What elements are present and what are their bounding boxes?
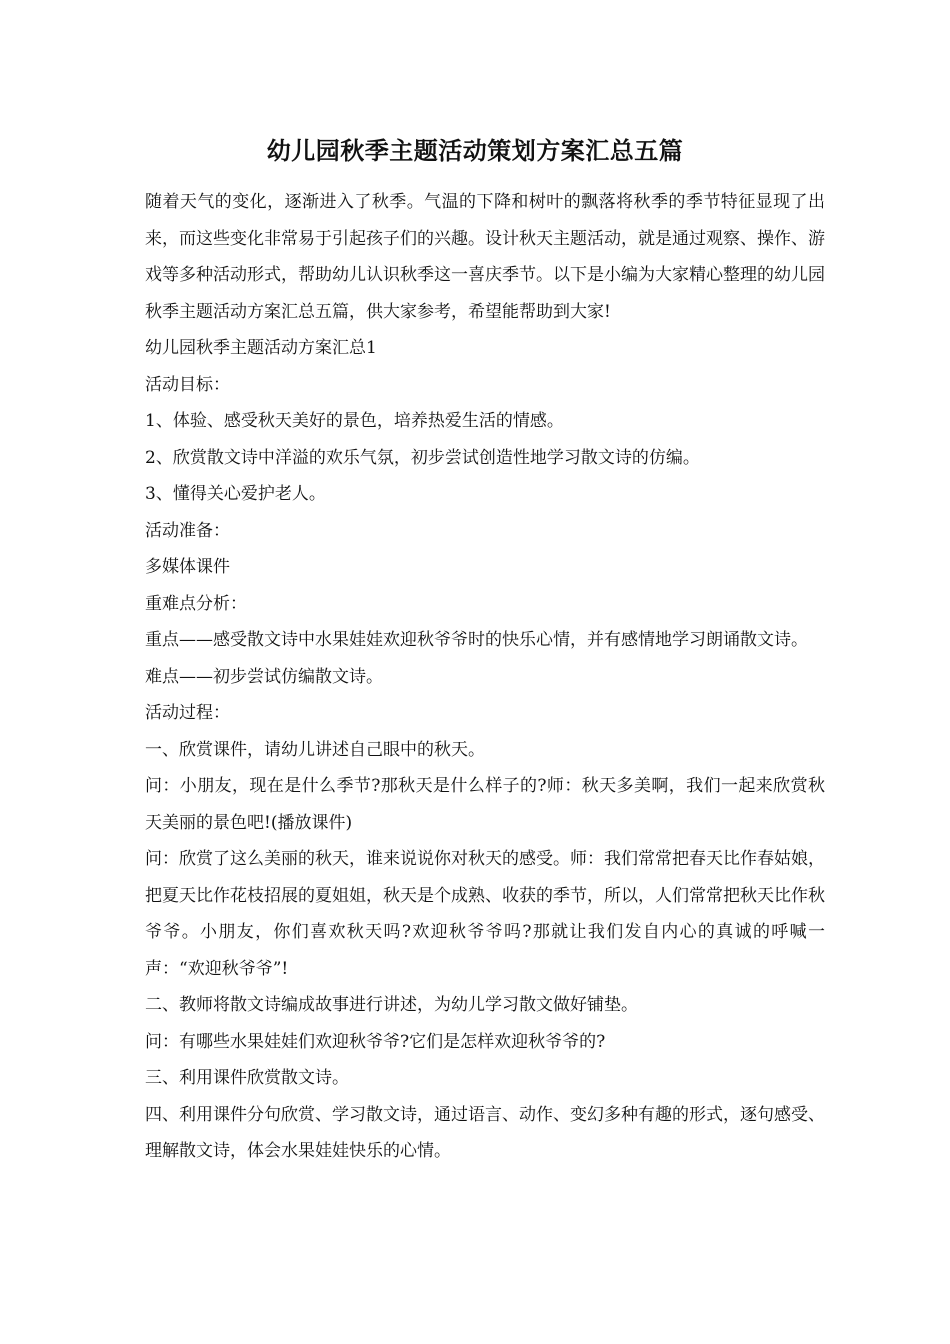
- goal-item: 3、懂得关心爱护老人。: [145, 484, 326, 504]
- document-body: [145, 184, 825, 1170]
- subheading-key-points: 重难点分析：: [145, 593, 247, 614]
- key-point-item: 难点——初步尝试仿编散文诗。: [145, 666, 383, 687]
- goal-item: 2、欣赏散文诗中洋溢的欢乐气氛，初步尝试创造性地学习散文诗的仿编。: [145, 447, 700, 468]
- process-step: 三、利用课件欣赏散文诗。: [145, 1068, 349, 1088]
- key-point-item: 重点——感受散文诗中水果娃娃欢迎秋爷爷时的快乐心情，并有感情地学习朗诵散文诗。: [145, 630, 808, 650]
- process-paragraph: 问：有哪些水果娃娃们欢迎秋爷爷?它们是怎样欢迎秋爷爷的?: [145, 1031, 606, 1052]
- subheading-process: 活动过程：: [145, 703, 230, 723]
- process-step: 二、教师将散文诗编成故事进行讲述，为幼儿学习散文做好铺垫。: [145, 995, 638, 1015]
- process-step: 一、欣赏课件，请幼儿讲述自己眼中的秋天。: [145, 739, 485, 760]
- goal-item: 1、体验、感受秋天美好的景色，培养热爱生活的情感。: [145, 411, 564, 431]
- subheading-preparation: 活动准备：: [145, 520, 230, 541]
- paragraph-intro: 随着天气的变化，逐渐进入了秋季。气温的下降和树叶的飘落将秋季的季节特征显现了出来，而这些变化非常易于引起孩子们的兴趣。设计秋天主题活动，就是通过观察、操作、游戏等多种活动形式，帮助幼儿认识秋季这一喜庆季节。以下是小编为大家精心整理的幼儿园秋季主题活动方案汇总五篇，供大家参考，希望能帮助到大家!: [145, 192, 825, 322]
- process-paragraph: 问：欣赏了这么美丽的秋天，谁来说说你对秋天的感受。师：我们常常把春天比作春姑娘，把夏天比作花枝招展的夏姐姐，秋天是个成熟、收获的季节，所以，人们常常把秋天比作秋爷爷。小朋友，你们喜欢秋天吗?欢迎秋爷爷吗?那就让我们发自内心的真诚的呼喊一声：“欢迎秋爷爷”!: [145, 849, 825, 979]
- section-heading: 幼儿园秋季主题活动方案汇总1: [145, 338, 377, 358]
- preparation-item: 多媒体课件: [145, 557, 230, 577]
- process-step: 四、利用课件分句欣赏、学习散文诗，通过语言、动作、变幻多种有趣的形式，逐句感受、理解散文诗，体会水果娃娃快乐的心情。: [145, 1104, 825, 1161]
- process-paragraph: 问：小朋友，现在是什么季节?那秋天是什么样子的?师：秋天多美啊，我们一起来欣赏秋天美丽的景色吧!(播放课件): [145, 776, 825, 833]
- subheading-goals: 活动目标：: [145, 374, 230, 395]
- document-title: 幼儿园秋季主题活动策划方案汇总五篇: [266, 136, 684, 165]
